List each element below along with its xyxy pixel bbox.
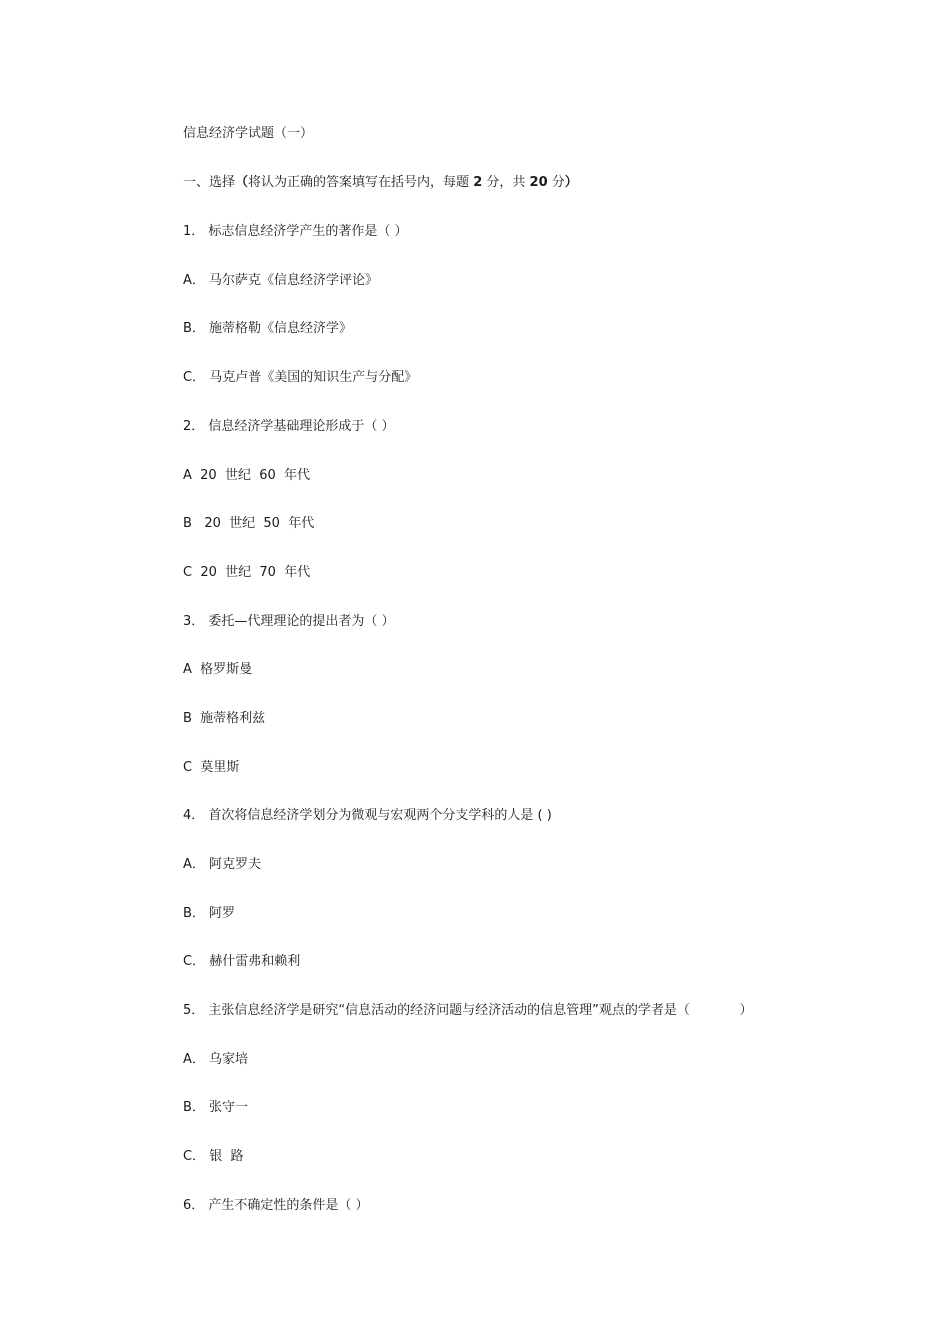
section-heading [183,173,578,193]
section-total-number: 20 [529,175,548,190]
section-paren-close: ） [564,175,578,190]
question-1-option-c: C． 马克卢普《美国的知识生产与分配》 [183,370,418,385]
question-5: 5． 主张信息经济学是研究“信息活动的经济问题与经济活动的信息管理”观点的学者是（ ） [183,1003,753,1018]
question-1-option-a: A． 马尔萨克《信息经济学评论》 [183,273,379,288]
question-2-option-b: B 20 世纪 50 年代 [183,516,315,531]
question-4-option-c: C． 赫什雷弗和赖利 [183,954,301,969]
section-text-c: 分 [551,175,565,190]
document-title: 信息经济学试题（一） [183,126,314,141]
section-text-b: 分，共 [486,175,526,190]
question-2-option-a: A 20 世纪 60 年代 [183,468,311,483]
question-1: 1． 标志信息经济学产生的著作是（ ） [183,224,408,239]
question-6: 6． 产生不确定性的条件是（ ） [183,1198,369,1213]
question-5-option-c: C． 银 路 [183,1149,244,1164]
section-points-number: 2 [473,175,483,190]
question-3-option-b: B 施蒂格利兹 [183,711,266,726]
question-5-option-b: B． 张守一 [183,1100,249,1115]
question-1-option-b: B． 施蒂格勒《信息经济学》 [183,321,353,336]
question-5-option-a: A． 乌家培 [183,1052,249,1067]
section-prefix: 一、选择 [183,175,236,190]
question-3: 3． 委托—代理理论的提出者为（ ） [183,614,395,629]
question-4-option-b: B． 阿罗 [183,906,236,921]
question-3-option-c: C 莫里斯 [183,760,240,775]
section-text-a: 将认为正确的答案填写在括号内，每题 [248,175,470,190]
question-3-option-a: A 格罗斯曼 [183,662,253,677]
question-2-option-c: C 20 世纪 70 年代 [183,565,311,580]
question-4: 4． 首次将信息经济学划分为微观与宏观两个分支学科的人是 ( ) [183,808,552,823]
section-paren-open: （ [235,175,249,190]
question-2: 2． 信息经济学基础理论形成于（ ） [183,419,395,434]
question-4-option-a: A． 阿克罗夫 [183,857,262,872]
